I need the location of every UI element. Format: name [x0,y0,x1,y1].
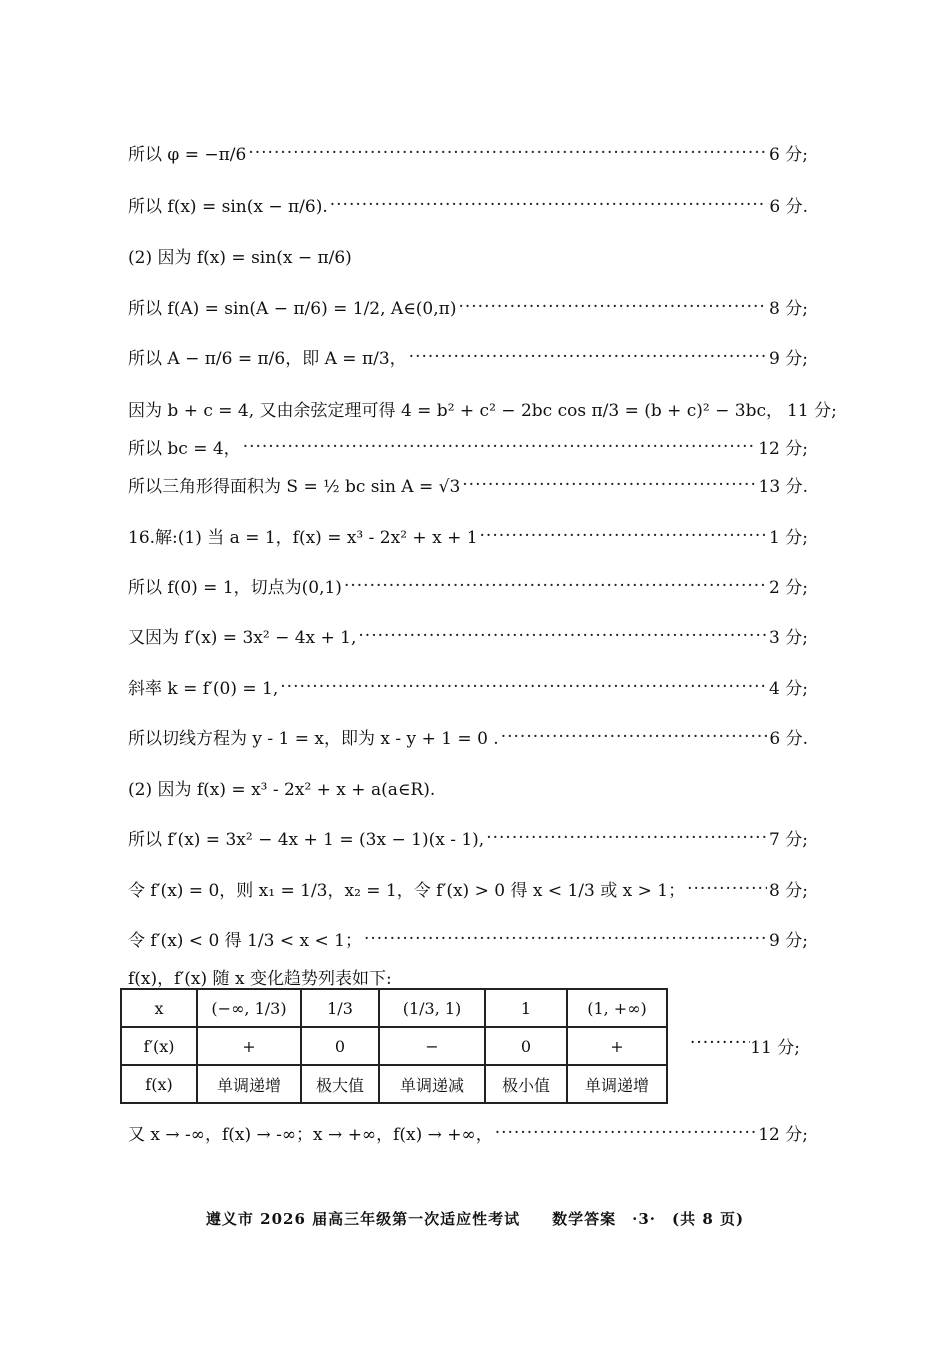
line-score: 1 分; [769,528,808,548]
solution-line [128,674,808,699]
table-cell: 0 [485,1027,567,1065]
line-text: 所以 A − π/6 = π/6，即 A = π/3， [128,349,407,369]
table-cell: (−∞, 1/3) [197,989,301,1027]
solution-line [128,724,808,749]
line-text: 所以 f(0) = 1，切点为(0,1) [128,578,342,598]
line-text: 所以 φ = −π/6 [128,145,247,165]
line-text: 所以 bc = 4， [128,439,241,459]
dot-leader [280,677,767,697]
dot-leader [458,297,767,317]
solution-line [128,573,808,598]
table-row [121,989,667,1027]
table-cell: 极大值 [301,1065,379,1103]
table-cell: + [567,1027,667,1065]
solution-line [128,523,808,548]
solution-line [128,825,808,850]
solution-line [128,192,808,217]
dot-leader [344,576,767,596]
table-cell: 1 [485,989,567,1027]
line-text: 令 f′(x) = 0，则 x₁ = 1/3，x₂ = 1，令 f′(x) > 0 得 x < 1/3 或 x > 1； [128,881,686,901]
dot-leader [358,626,767,646]
solution-line [128,876,808,901]
solution-line [128,1120,808,1145]
line-score: 7 分; [769,830,808,850]
line-text: 因为 b + c = 4, 又由余弦定理可得 4 = b² + c² − 2bc cos π/3 = (b + c)² − 3bc， [128,401,784,421]
line-score: 6 分. [769,729,808,749]
dot-leader [248,143,767,163]
solution-line [128,623,808,648]
table-score [690,1033,800,1058]
page-footer: 遵义市 2026 届高三年级第一次适应性考试 数学答案 ·3· (共 8 页) [205,1210,745,1228]
line-text: 16.解:(1) 当 a = 1，f(x) = x³ - 2x² + x + 1 [128,528,478,548]
table-cell: (1, +∞) [567,989,667,1027]
line-score: 3 分; [769,628,808,648]
solution-line [128,294,808,319]
trend-table [120,988,668,1104]
line-score: 9 分; [769,931,808,951]
table-cell: f′(x) [121,1027,197,1065]
dot-leader [330,195,768,215]
table-cell: − [379,1027,485,1065]
solution-line [128,434,808,459]
line-text: 所以 f(x) = sin(x − π/6). [128,197,328,217]
table-row [121,1027,667,1065]
line-text: (2) 因为 f(x) = x³ - 2x² + x + a(a∈R). [128,780,436,800]
line-text: 所以 f′(x) = 3x² − 4x + 1 = (3x − 1)(x - 1), [128,830,485,850]
line-score: 6 分. [769,197,808,217]
line-text: f(x)，f′(x) 随 x 变化趋势列表如下: [128,969,392,989]
solution-line [128,140,808,165]
table-cell: (1/3, 1) [379,989,485,1027]
line-text: 所以切线方程为 y - 1 = x，即为 x - y + 1 = 0 . [128,729,499,749]
line-text: 所以 f(A) = sin(A − π/6) = 1/2, A∈(0,π) [128,299,457,319]
dot-leader [690,1033,750,1058]
line-score: 13 分. [758,477,808,497]
line-text: 又因为 f′(x) = 3x² − 4x + 1, [128,628,357,648]
table-cell: 单调递增 [567,1065,667,1103]
line-score: 11 分; [750,1038,800,1058]
solution-line [128,472,808,497]
line-score: 6 分; [769,145,808,165]
line-score: 2 分; [769,578,808,598]
table-cell: 0 [301,1027,379,1065]
dot-leader [486,828,767,848]
dot-leader [687,879,767,899]
line-score: 4 分; [769,679,808,699]
line-score: 9 分; [769,349,808,369]
line-score: 8 分; [769,881,808,901]
solution-line [128,344,808,369]
line-score: 8 分; [769,299,808,319]
line-score: 12 分; [758,1125,808,1145]
line-text: (2) 因为 f(x) = sin(x − π/6) [128,248,352,268]
dot-leader [480,526,768,546]
line-score: 11 分; [787,401,837,421]
solution-line [128,243,808,268]
dot-leader [462,475,756,495]
table-cell: 单调递减 [379,1065,485,1103]
table-cell: x [121,989,197,1027]
dot-leader [495,1123,757,1143]
dot-leader [243,437,757,457]
table-cell: 极小值 [485,1065,567,1103]
line-text: 又 x → -∞，f(x) → -∞；x → +∞，f(x) → +∞， [128,1125,493,1145]
table-cell: f(x) [121,1065,197,1103]
table-cell: 1/3 [301,989,379,1027]
dot-leader [409,347,767,367]
line-text: 令 f′(x) < 0 得 1/3 < x < 1； [128,931,362,951]
dot-leader [364,929,767,949]
table-cell: 单调递增 [197,1065,301,1103]
solution-line [128,396,837,421]
table-caption [128,964,808,989]
table-row [121,1065,667,1103]
dot-leader [501,727,768,747]
table-cell: + [197,1027,301,1065]
line-score: 12 分; [758,439,808,459]
line-text: 斜率 k = f′(0) = 1, [128,679,279,699]
solution-line [128,775,808,800]
line-text: 所以三角形得面积为 S = ½ bc sin A = √3 [128,477,461,497]
solution-line [128,926,808,951]
